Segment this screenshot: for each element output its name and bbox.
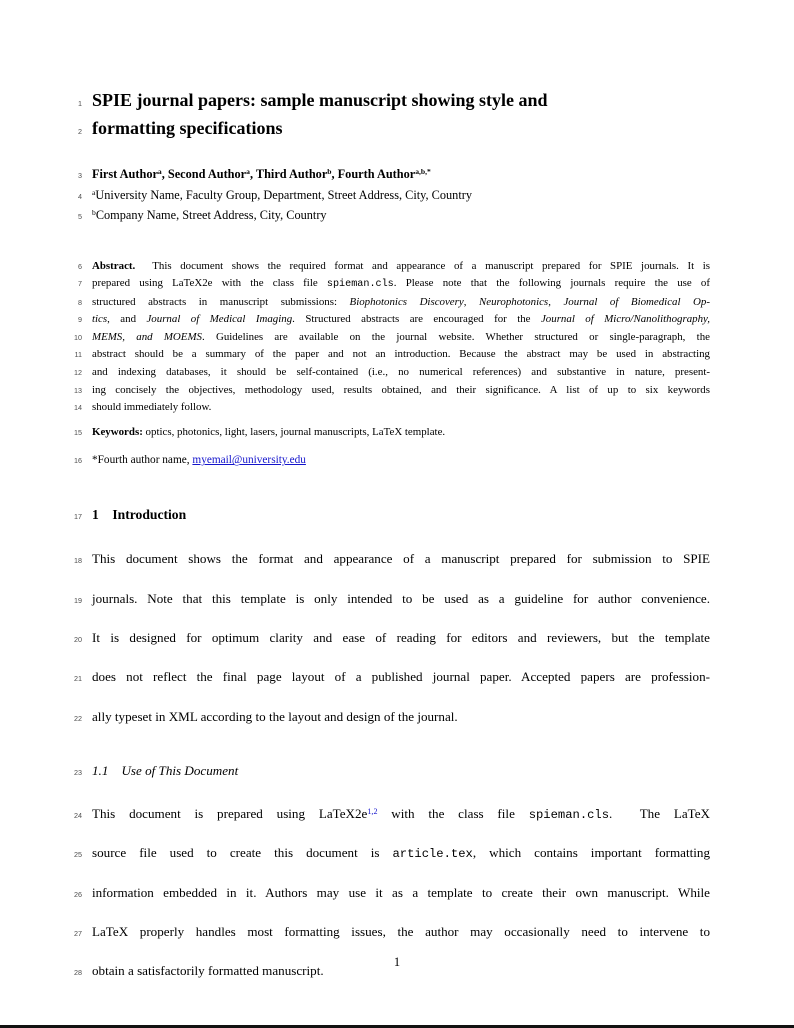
text-segment: Journal of Biomedical Op- [563, 295, 710, 308]
text-line: 4 $^a$University Name, Faculty Group, Department, Street Address, City, Country [78, 187, 472, 202]
page-number: 1 [393, 955, 401, 969]
text-segment: spieman.cls [528, 807, 610, 822]
text-segment: , Fourth Author [331, 167, 416, 181]
text-line: 3 First Author$^a$, Second Author$^a$, Third Author$^b$, Fourth Author$^{a,b,*}$ [78, 167, 431, 181]
text-line: 16 *Fourth author name, myemail@university.edu [74, 454, 306, 467]
text-segment: , [463, 295, 479, 308]
text-line: 25 source file used to create this document is article.tex, which contains important formatting [74, 845, 711, 862]
text-segment: First Author [92, 167, 158, 181]
text-segment: This document shows the format and appearance of a manuscript prepared for submission to SPIE [92, 551, 710, 567]
email-link[interactable]: myemail@university.edu [192, 454, 306, 467]
text-segment: journals. Note that this template is only intended to be used as a guideline for author convenience. [92, 590, 710, 606]
text-segment: SPIE journal papers: sample manuscript showing style and [92, 90, 548, 110]
text-segment: Journal of Medical Imaging [146, 313, 293, 326]
text-segment: , [548, 295, 564, 308]
text-line: 22 ally typeset in XML according to the layout and design of the journal. [74, 708, 458, 724]
block-keywords [74, 424, 710, 442]
text-line: 18 This document shows the format and appearance of a manuscript prepared for submission to SPIE [74, 551, 710, 567]
text-segment: optics, photonics, light, lasers, journal manuscripts, LaTeX template. [142, 425, 446, 438]
text-segment: . Structured abstracts are encouraged for the [292, 313, 541, 326]
text-segment: a [92, 187, 96, 197]
text-segment: Neurophotonics [479, 295, 549, 308]
text-segment: abstract should be a summary of the paper and not an introduction. Because the abstract may be used in abstracting [92, 348, 710, 361]
text-line: 21 does not reflect the final page layout of a published journal paper. Accepted papers are profession- [74, 669, 710, 685]
text-segment: MEMS, and MOEMS [92, 330, 202, 343]
text-line: 15 Keywords: optics, photonics, light, lasers, journal manuscripts, LaTeX template. [74, 425, 446, 438]
text-segment: formatting specifications [92, 118, 283, 138]
text-segment: should immediately follow. [92, 401, 212, 414]
text-line: 1 SPIE journal papers: sample manuscript showing style and [78, 90, 548, 110]
text-segment: , Second Author [161, 167, 247, 181]
text-segment: with the class file [377, 805, 529, 821]
text-line: 11 abstract should be a summary of the paper and not an introduction. Because the abstract may be used in abstracting [74, 348, 710, 361]
text-segment: structured abstracts in manuscript submissions: [92, 295, 350, 308]
block-section-heading [74, 505, 710, 527]
text-segment: tics [92, 313, 108, 326]
text-line: 12 and indexing databases, it should be self-contained (i.e., no numerical references) and substantive in nature, present- [74, 366, 710, 379]
text-segment: does not reflect the final page layout of a published journal paper. Accepted papers are profession- [92, 669, 710, 685]
text-segment: , which contains important formatting [472, 845, 711, 861]
text-segment: , Third Author [249, 167, 328, 181]
text-segment: a,b,* [415, 167, 431, 177]
text-line: 27 LaTeX properly handles most formatting issues, the author may occasionally need to intervene to [74, 923, 710, 939]
text-line: 19 journals. Note that this template is only intended to be used as a guideline for author convenience. [74, 590, 710, 606]
text-segment: a [157, 167, 162, 177]
text-line: 14 should immediately follow. [74, 401, 212, 414]
text-segment: ally typeset in XML according to the layout and design of the journal. [92, 708, 458, 724]
block-title [78, 88, 710, 144]
block-authors [78, 165, 710, 227]
text-segment: Company Name, Street Address, City, Country [95, 208, 327, 222]
text-segment: prepared using LaTeX2e with the class file [92, 277, 327, 290]
text-line: 9 tics, and Journal of Medical Imaging. Structured abstracts are encouraged for the Journal of Micro/Nanolithography, [78, 313, 710, 326]
text-segment: a [246, 167, 250, 177]
block-abstract [74, 258, 711, 417]
text-line: 5 $^b$Company Name, Street Address, City, Country [78, 208, 327, 222]
block-subsection-heading [74, 761, 710, 783]
block-paragraph-1 [74, 540, 710, 736]
text-line: 20 It is designed for optimum clarity and ease of reading for editors and reviewers, but the template [74, 630, 710, 646]
text-line: 7 prepared using LaTeX2e with the class file spieman.cls. Please note that the following journals require the use of [78, 277, 711, 291]
text-segment: spieman.cls [326, 279, 394, 291]
text-segment: LaTeX properly handles most formatting issues, the author may occasionally need to intervene to [92, 923, 710, 939]
text-segment: . The LaTeX [609, 805, 711, 821]
text-segment: obtain a satisfactorily formatted manuscript. [92, 963, 324, 979]
text-line: 6 Abstract. This document shows the required format and appearance of a manuscript prepared for SPIE journals. It is [78, 259, 710, 272]
text-segment: *Fourth author name, [92, 454, 193, 467]
block-footnote [74, 452, 710, 469]
text-segment: Biophotonics Discovery [349, 295, 464, 308]
text-segment: , and [107, 313, 147, 326]
text-line: 23 1.1 Use of This Document [74, 762, 239, 778]
text-segment: and indexing databases, it should be self-contained (i.e., no numerical references) and substantive in nature, present- [92, 366, 710, 379]
text-segment: Abstract. [92, 259, 144, 272]
text-segment: This document is prepared using LaTeX2e [92, 805, 368, 821]
text-segment: 1.1 Use of This Document [92, 762, 239, 778]
text-segment: Keywords: [92, 425, 143, 438]
text-segment: 1 Introduction [92, 507, 187, 523]
text-line: 28 obtain a satisfactorily formatted manuscript. [74, 963, 324, 979]
text-segment: . Please note that the following journals require the use of [393, 277, 711, 290]
text-line: 10 MEMS, and MOEMS. Guidelines are available on the journal website. Whether structured or single-paragraph, the [74, 330, 710, 343]
text-segment: It is designed for optimum clarity and ease of reading for editors and reviewers, but the template [92, 630, 710, 646]
text-line: 13 ing concisely the objectives, methodology used, results obtained, and their significance. A list of up to six keywords [74, 383, 710, 396]
text-segment: Journal of Micro/Nanolithography, [540, 313, 710, 326]
text-segment: source file used to create this document is [92, 845, 393, 861]
text-segment: . Guidelines are available on the journal website. Whether structured or single-paragraph, the [201, 330, 710, 343]
text-segment: This document shows the required format and appearance of a manuscript prepared for SPIE journals. It is [143, 259, 710, 272]
text-line: 24 This document is prepared using LaTeX2e$^{1,2}$ with the class file spieman.cls. The LaTeX [74, 805, 711, 822]
citation-ref[interactable]: 1,2 [367, 806, 378, 816]
text-segment: article.tex [392, 847, 473, 862]
text-line: 8 structured abstracts in manuscript submissions: Biophotonics Discovery, Neurophotonics, Journal of Biomedical Op- [78, 295, 710, 308]
text-line: 17 1 Introduction [74, 507, 187, 523]
text-line: 26 information embedded in it. Authors may use it as a template to create their own manuscript. While [74, 884, 710, 900]
text-line: 2 formatting specifications [78, 118, 283, 138]
text-segment: University Name, Faculty Group, Department, Street Address, City, Country [95, 187, 472, 202]
text-segment: b [92, 208, 96, 218]
document-body [74, 88, 711, 991]
text-segment: ing concisely the objectives, methodology used, results obtained, and their significance. A list of up to six keywords [92, 383, 710, 396]
text-segment: b [327, 167, 332, 177]
text-segment: information embedded in it. Authors may use it as a template to create their own manuscript. While [92, 884, 710, 900]
